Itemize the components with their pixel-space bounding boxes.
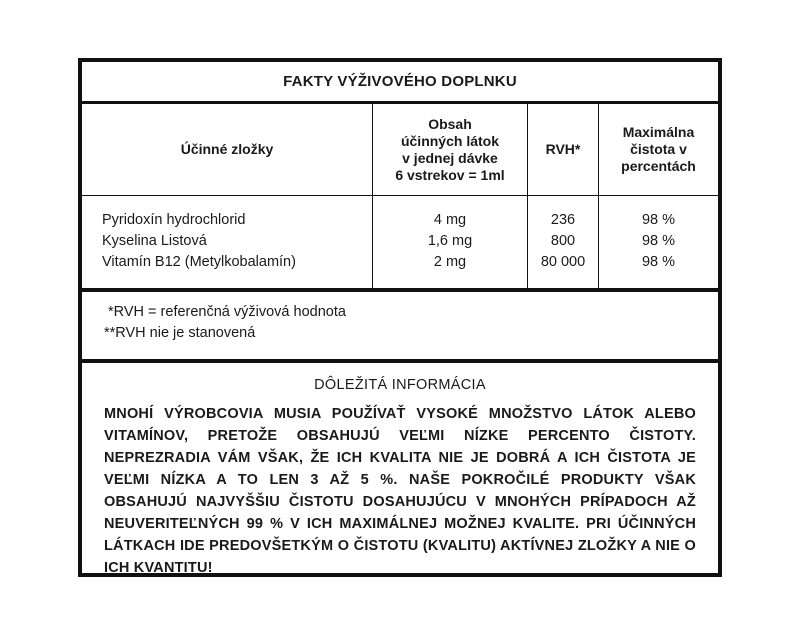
- purity-value: 98 %: [641, 212, 676, 228]
- purity-value: 98 %: [641, 254, 676, 270]
- purity-value: 98 %: [641, 233, 676, 249]
- footnote-rvh-definition: *RVH = referenčná výživová hodnota: [104, 304, 346, 320]
- header-purity-line: percentách: [621, 158, 696, 174]
- ingredient-name: Pyridoxín hydrochlorid: [102, 212, 246, 228]
- nutrition-table: [82, 104, 718, 292]
- rvh-value: 80 000: [540, 254, 586, 270]
- ingredient-name: Kyselina Listová: [102, 233, 207, 249]
- header-amount-line: v jednej dávke: [402, 149, 498, 166]
- header-purity-line: čistota v: [630, 141, 687, 157]
- amount-value: 2 mg: [433, 254, 467, 270]
- important-info-text: MNOHÍ VÝROBCOVIA MUSIA POUŽÍVAŤ VYSOKÉ MNOŽSTVO LÁTOK ALEBO VITAMÍNOV, PRETOŽE OBSAHUJÚ VEĽMI NÍZKE PERCENTO ČISTOTY. NEPREZRADIA VÁM VŠAK, ŽE ICH KVALITA NIE JE DOBRÁ A ICH ČISTOTA JE VEĽMI NÍZKA A TO LEN 3 AŽ 5 %. NAŠE POKROČILÉ PRODUKTY VŠAK OBSAHUJÚ NAJVYŠŠIU ČISTOTU DOSAHUJÚCU V MNOHÝCH PRÍPADOCH AŽ NEUVERITEĽNÝCH 99 % V ICH MAXIMÁLNEJ MOŽNEJ KVALITE. PRI ÚČINNÝCH LÁTKACH IDE PREDOVŠETKÝM O ČISTOTU (KVALITU) AKTÍVNEJ ZLOŽKY A NIE O ICH KVANTITU!: [104, 406, 696, 576]
- panel-title: FAKTY VÝŽIVOVÉHO DOPLNKU: [82, 62, 718, 104]
- ingredient-name: Vitamín B12 (Metylkobalamín): [102, 254, 296, 270]
- header-ingredients: Účinné zložky: [180, 141, 274, 157]
- footnote-rvh-not-set: **RVH nie je stanovená: [104, 325, 256, 341]
- header-amount-line: 6 vstrekov = 1ml: [395, 166, 505, 183]
- important-info-section: [82, 363, 718, 576]
- amount-value: 1,6 mg: [427, 233, 473, 249]
- header-amount-line: Obsah: [428, 115, 472, 132]
- header-amount: [373, 104, 527, 195]
- rvh-value: 236: [550, 212, 576, 228]
- rvh-column: [528, 210, 598, 273]
- amount-value: 4 mg: [433, 212, 467, 228]
- header-divider: [82, 195, 718, 196]
- purity-column: [599, 210, 718, 273]
- important-info-title: DÔLEŽITÁ INFORMÁCIA: [314, 377, 486, 393]
- rvh-value: 800: [550, 233, 576, 249]
- footnotes: [82, 292, 718, 363]
- supplement-facts-panel: [78, 58, 722, 577]
- ingredients-column: [102, 210, 370, 273]
- amount-column: [373, 210, 527, 273]
- header-purity: [599, 104, 718, 195]
- header-rvh: RVH*: [545, 141, 581, 157]
- header-amount-line: účinných látok: [400, 132, 499, 149]
- header-purity-line: Maximálna: [622, 124, 695, 140]
